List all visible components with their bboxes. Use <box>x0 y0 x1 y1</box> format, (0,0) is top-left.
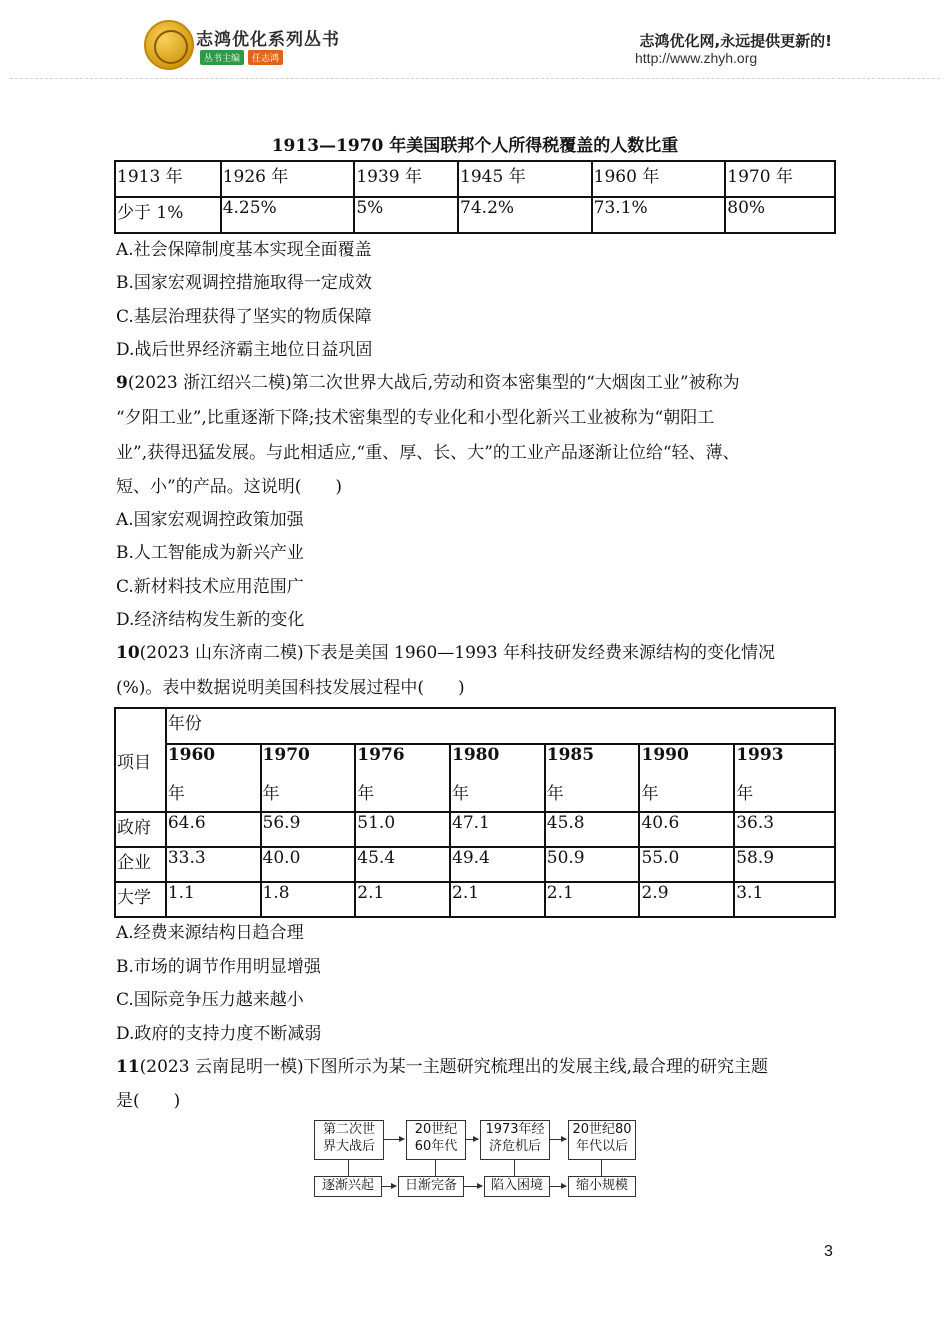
table-cell: 40.6 <box>639 812 734 847</box>
table-caption: 1913—1970 年美国联邦个人所得税覆盖的人数比重 <box>271 136 679 156</box>
diagram-connector <box>435 1160 436 1176</box>
diagram-arrow <box>464 1186 482 1187</box>
year-suffix-cell: 年 <box>545 779 640 812</box>
q11-number: 11 <box>116 1057 140 1077</box>
year-suffix-cell: 年 <box>355 779 450 812</box>
diagram-period-box: 20世纪 60年代 <box>406 1120 466 1160</box>
q10-option-d: D.政府的支持力度不断减弱 <box>116 1024 322 1044</box>
table-cell: 1970 年 <box>725 161 835 197</box>
table-cell: 1960 年 <box>592 161 726 197</box>
table-cell: 1945 年 <box>458 161 592 197</box>
table-cell: 2.1 <box>355 882 450 917</box>
q9-stem-line3: 业”,获得迅猛发展。与此相适应,“重、厚、长、大”的工业产品逐渐让位给“轻、薄、 <box>116 443 740 463</box>
year-suffix-cell: 年 <box>639 779 734 812</box>
publisher-logo <box>144 20 194 70</box>
q9-stem-line1 <box>116 373 740 393</box>
year-cell: 1976 <box>355 744 450 779</box>
row-label: 大学 <box>115 882 166 917</box>
q9-number: 9 <box>116 373 128 393</box>
q10-number: 10 <box>116 643 140 663</box>
series-title: 志鸿优化系列丛书 <box>196 30 340 50</box>
table-cell: 45.4 <box>355 847 450 882</box>
table-cell: 1.1 <box>166 882 261 917</box>
year-suffix-cell: 年 <box>450 779 545 812</box>
table-cell: 2.1 <box>545 882 640 917</box>
year-cell: 1993 <box>734 744 835 779</box>
table-cell: 2.9 <box>639 882 734 917</box>
table-cell: 49.4 <box>450 847 545 882</box>
q10-source: (2023 山东济南二模) <box>139 643 304 663</box>
series-sub-label: 丛书主编 <box>200 50 244 65</box>
q9-option-a: A.国家宏观调控政策加强 <box>116 510 304 530</box>
development-flow-diagram <box>312 1118 642 1200</box>
table-cell: 36.3 <box>734 812 835 847</box>
table-cell: 1926 年 <box>221 161 355 197</box>
table-cell: 73.1% <box>592 197 726 233</box>
diagram-arrow <box>382 1186 396 1187</box>
item-header-cell: 项目 <box>115 708 166 812</box>
table-cell: 1939 年 <box>354 161 458 197</box>
diagram-connector <box>348 1160 349 1176</box>
q11-text: 下图所示为某一主题研究梳理出的发展主线,最合理的研究主题 <box>303 1057 769 1077</box>
q8-option-d: D.战后世界经济霸主地位日益巩固 <box>116 340 373 360</box>
series-editor: 任志鸿 <box>248 50 283 65</box>
q9-source: (2023 浙江绍兴二模) <box>127 373 292 393</box>
q9-text: 第二次世界大战后,劳动和资本密集型的“大烟囱工业”被称为 <box>291 373 740 393</box>
table-cell: 5% <box>354 197 458 233</box>
diagram-connector <box>514 1160 515 1176</box>
table-cell: 33.3 <box>166 847 261 882</box>
year-cell: 1960 <box>166 744 261 779</box>
q8-option-c: C.基层治理获得了坚实的物质保障 <box>116 307 372 327</box>
table-cell: 56.9 <box>261 812 356 847</box>
table-cell: 少于 1% <box>115 197 221 233</box>
diagram-period-box: 1973年经 济危机后 <box>480 1120 550 1160</box>
header-slogan: 志鸿优化网,永远提供更新的! <box>639 32 832 50</box>
table-cell: 1913 年 <box>115 161 221 197</box>
diagram-connector <box>601 1160 602 1176</box>
q11-stem-line2: 是( ) <box>116 1091 181 1111</box>
q9-stem-line4: 短、小”的产品。这说明( ) <box>116 477 342 497</box>
year-header-cell: 年份 <box>166 708 835 744</box>
q11-stem-line1 <box>116 1057 768 1077</box>
q10-text: 下表是美国 1960—1993 年科技研发经费来源结构的变化情况 <box>303 643 775 663</box>
table-cell: 4.25% <box>221 197 355 233</box>
table-cell: 50.9 <box>545 847 640 882</box>
diagram-arrow <box>550 1139 566 1140</box>
q10-stem-line1 <box>116 643 775 663</box>
row-label: 企业 <box>115 847 166 882</box>
q10-stem-line2: (%)。表中数据说明美国科技发展过程中( ) <box>116 678 465 698</box>
q9-option-d: D.经济结构发生新的变化 <box>116 610 305 630</box>
year-cell: 1985 <box>545 744 640 779</box>
year-suffix-cell: 年 <box>261 779 356 812</box>
row-label: 政府 <box>115 812 166 847</box>
diagram-stage-box: 陷入困境 <box>484 1176 550 1197</box>
table-cell: 45.8 <box>545 812 640 847</box>
q11-source: (2023 云南昆明一模) <box>139 1057 304 1077</box>
header-divider <box>10 78 940 80</box>
table-cell: 40.0 <box>261 847 356 882</box>
table-cell: 47.1 <box>450 812 545 847</box>
q9-option-b: B.人工智能成为新兴产业 <box>116 543 304 563</box>
year-suffix-cell: 年 <box>166 779 261 812</box>
table-cell: 2.1 <box>450 882 545 917</box>
page-header <box>0 0 950 82</box>
tax-coverage-table <box>114 160 836 234</box>
table-cell: 51.0 <box>355 812 450 847</box>
q9-stem-line2: “夕阳工业”,比重逐渐下降;技术密集型的专业化和小型化新兴工业被称为“朝阳工 <box>116 408 715 428</box>
q9-option-c: C.新材料技术应用范围广 <box>116 577 304 597</box>
year-cell: 1980 <box>450 744 545 779</box>
year-cell: 1970 <box>261 744 356 779</box>
table-cell: 1.8 <box>261 882 356 917</box>
diagram-stage-box: 缩小规模 <box>568 1176 636 1197</box>
diagram-stage-box: 日渐完备 <box>398 1176 464 1197</box>
year-cell: 1990 <box>639 744 734 779</box>
q10-option-a: A.经费来源结构日趋合理 <box>116 923 304 943</box>
diagram-arrow <box>384 1139 404 1140</box>
diagram-arrow <box>550 1186 566 1187</box>
table-cell: 80% <box>725 197 835 233</box>
diagram-period-box: 第二次世 界大战后 <box>314 1120 384 1160</box>
q8-option-a: A.社会保障制度基本实现全面覆盖 <box>116 240 372 260</box>
table-cell: 64.6 <box>166 812 261 847</box>
table-cell: 58.9 <box>734 847 835 882</box>
q8-option-b: B.国家宏观调控措施取得一定成效 <box>116 273 372 293</box>
q10-option-b: B.市场的调节作用明显增强 <box>116 957 321 977</box>
diagram-arrow <box>466 1139 478 1140</box>
year-suffix-cell: 年 <box>734 779 835 812</box>
q10-option-c: C.国际竞争压力越来越小 <box>116 990 304 1010</box>
diagram-stage-box: 逐渐兴起 <box>314 1176 382 1197</box>
diagram-period-box: 20世纪80 年代以后 <box>568 1120 636 1160</box>
rd-funding-table <box>114 707 836 918</box>
page-number: 3 <box>824 1243 833 1260</box>
table-cell: 74.2% <box>458 197 592 233</box>
table-cell: 55.0 <box>639 847 734 882</box>
header-site-url[interactable]: http://www.zhyh.org <box>635 50 758 66</box>
table-cell: 3.1 <box>734 882 835 917</box>
